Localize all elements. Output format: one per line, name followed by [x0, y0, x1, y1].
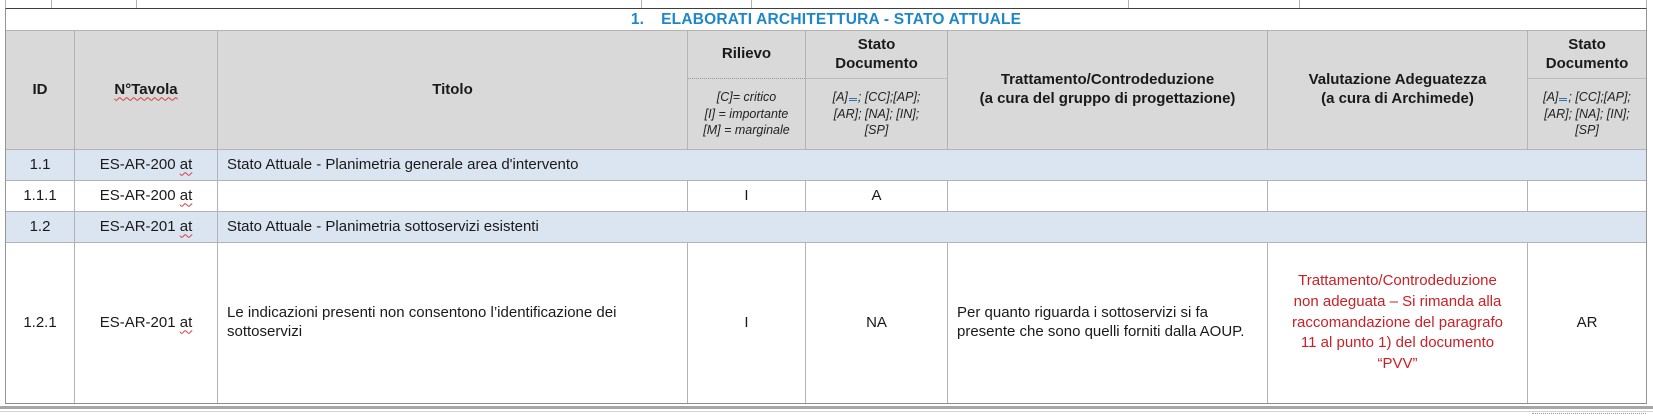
legend-line: [I] = importante — [704, 106, 789, 121]
stato-documento-2-cell — [1528, 181, 1646, 212]
legend-rest: ; [CC];[AP]; [AR]; [NA]; [IN]; [SP] — [1544, 90, 1631, 138]
tavola-cell — [75, 212, 218, 243]
table-header-row — [6, 31, 1646, 150]
tavola-code: ES-AR-200 — [99, 155, 176, 173]
column-header-trattamento — [948, 31, 1268, 150]
stato2-label-line2: Documento — [1545, 54, 1629, 72]
revision-mark-icon — [1559, 92, 1567, 101]
rilievo-legend — [688, 79, 805, 149]
tavola-cell — [75, 243, 218, 404]
tavola-cell — [75, 150, 218, 181]
rilievo-cell: I — [688, 181, 806, 212]
cell-divider — [51, 0, 52, 8]
column-header-valutazione — [1268, 31, 1528, 150]
tavola-suffix: at — [179, 313, 193, 331]
tavola-code: ES-AR-201 — [99, 217, 176, 235]
section-title-text: ELABORATI ARCHITETTURA - STATO ATTUALE — [661, 10, 1022, 28]
revision-mark-icon — [849, 92, 857, 101]
trattamento-line2: (a cura del gruppo di progettazione) — [979, 90, 1236, 107]
valutazione-note: Trattamento/Controdeduzione non adeguata – Si rimanda alla raccomandazione del paragrafo 11 al punto 1) del documento “PVV” — [1292, 272, 1503, 373]
titolo-cell — [218, 243, 688, 404]
titolo-cell — [218, 181, 688, 212]
legend-rest: ; [CC];[AP]; [AR]; [NA]; [IN]; [SP] — [833, 90, 921, 138]
table-row-section-1-1 — [6, 150, 1646, 181]
stato-documento-cell: A — [806, 181, 948, 212]
column-header-titolo: Titolo — [218, 31, 688, 150]
valutazione-line2: (a cura di Archimede) — [1321, 90, 1474, 107]
section-number: 1. — [630, 10, 645, 28]
cell-divider — [1299, 0, 1300, 8]
titolo-text: Le indicazioni presenti non consentono l’identificazione dei sottoservizi — [227, 304, 617, 340]
bottom-rule-thick — [0, 406, 1653, 409]
tavola-code: ES-AR-200 — [99, 186, 176, 204]
tavola-suffix: at — [179, 155, 193, 173]
id-cell: 1.2 — [6, 212, 75, 243]
legend-line: [M] = marginale — [703, 123, 790, 138]
section-heading — [6, 9, 1646, 31]
trattamento-line1: Trattamento/Controdeduzione — [1000, 71, 1215, 89]
column-header-tavola — [75, 31, 218, 150]
stato-documento-label — [806, 31, 947, 79]
id-cell: 1.2.1 — [6, 243, 75, 404]
tavola-suffix: at — [179, 186, 193, 204]
stato-documento-2-legend — [1528, 79, 1646, 149]
stato-documento-2-cell: AR — [1528, 243, 1646, 404]
rilievo-cell: I — [688, 243, 806, 404]
column-header-rilievo — [688, 31, 806, 150]
valutazione-cell — [1268, 243, 1528, 404]
table-row-detail-1-2-1 — [6, 243, 1646, 404]
legend-prefix: [A] — [1543, 90, 1559, 105]
id-cell: 1.1.1 — [6, 181, 75, 212]
table-bottom-border — [5, 403, 1647, 404]
column-header-stato-documento — [806, 31, 948, 150]
next-table-dotted-fragment — [1532, 413, 1646, 415]
trattamento-cell — [948, 181, 1268, 212]
legend-line: [C]= critico — [716, 90, 777, 105]
titolo-cell: Stato Attuale - Planimetria generale area d'intervento — [218, 150, 1646, 181]
stato-label-line1: Stato — [857, 35, 896, 53]
cell-divider — [1128, 0, 1129, 8]
trattamento-cell — [948, 243, 1268, 404]
tavola-code: ES-AR-201 — [99, 313, 176, 331]
previous-table-fragment — [5, 0, 1647, 9]
trattamento-text: Per quanto riguarda i sottoservizi si fa presente che sono quelli forniti dalla AOUP. — [957, 304, 1245, 340]
cell-divider — [751, 0, 752, 8]
stato-documento-2-label — [1528, 31, 1646, 79]
id-cell: 1.1 — [6, 150, 75, 181]
column-header-stato-documento-2 — [1528, 31, 1646, 150]
stato-documento-cell: NA — [806, 243, 948, 404]
table-row-section-1-2 — [6, 212, 1646, 243]
column-header-tavola-label: N°Tavola — [114, 80, 178, 98]
valutazione-line1: Valutazione Adeguatezza — [1308, 71, 1487, 89]
cell-divider — [136, 0, 137, 8]
tavola-suffix: at — [179, 217, 193, 235]
tavola-cell — [75, 181, 218, 212]
titolo-cell: Stato Attuale - Planimetria sottoservizi esistenti — [218, 212, 1646, 243]
table-row-detail-1-1-1 — [6, 181, 1646, 212]
stato-documento-legend — [806, 79, 947, 149]
legend-prefix: [A] — [832, 90, 848, 105]
rilievo-label: Rilievo — [688, 31, 805, 79]
review-table — [5, 9, 1647, 404]
column-header-id: ID — [6, 31, 75, 150]
cell-divider — [641, 0, 642, 8]
stato2-label-line1: Stato — [1568, 35, 1606, 53]
bottom-rule-thin — [0, 411, 1653, 412]
valutazione-cell — [1268, 181, 1528, 212]
stato-label-line2: Documento — [835, 54, 918, 72]
